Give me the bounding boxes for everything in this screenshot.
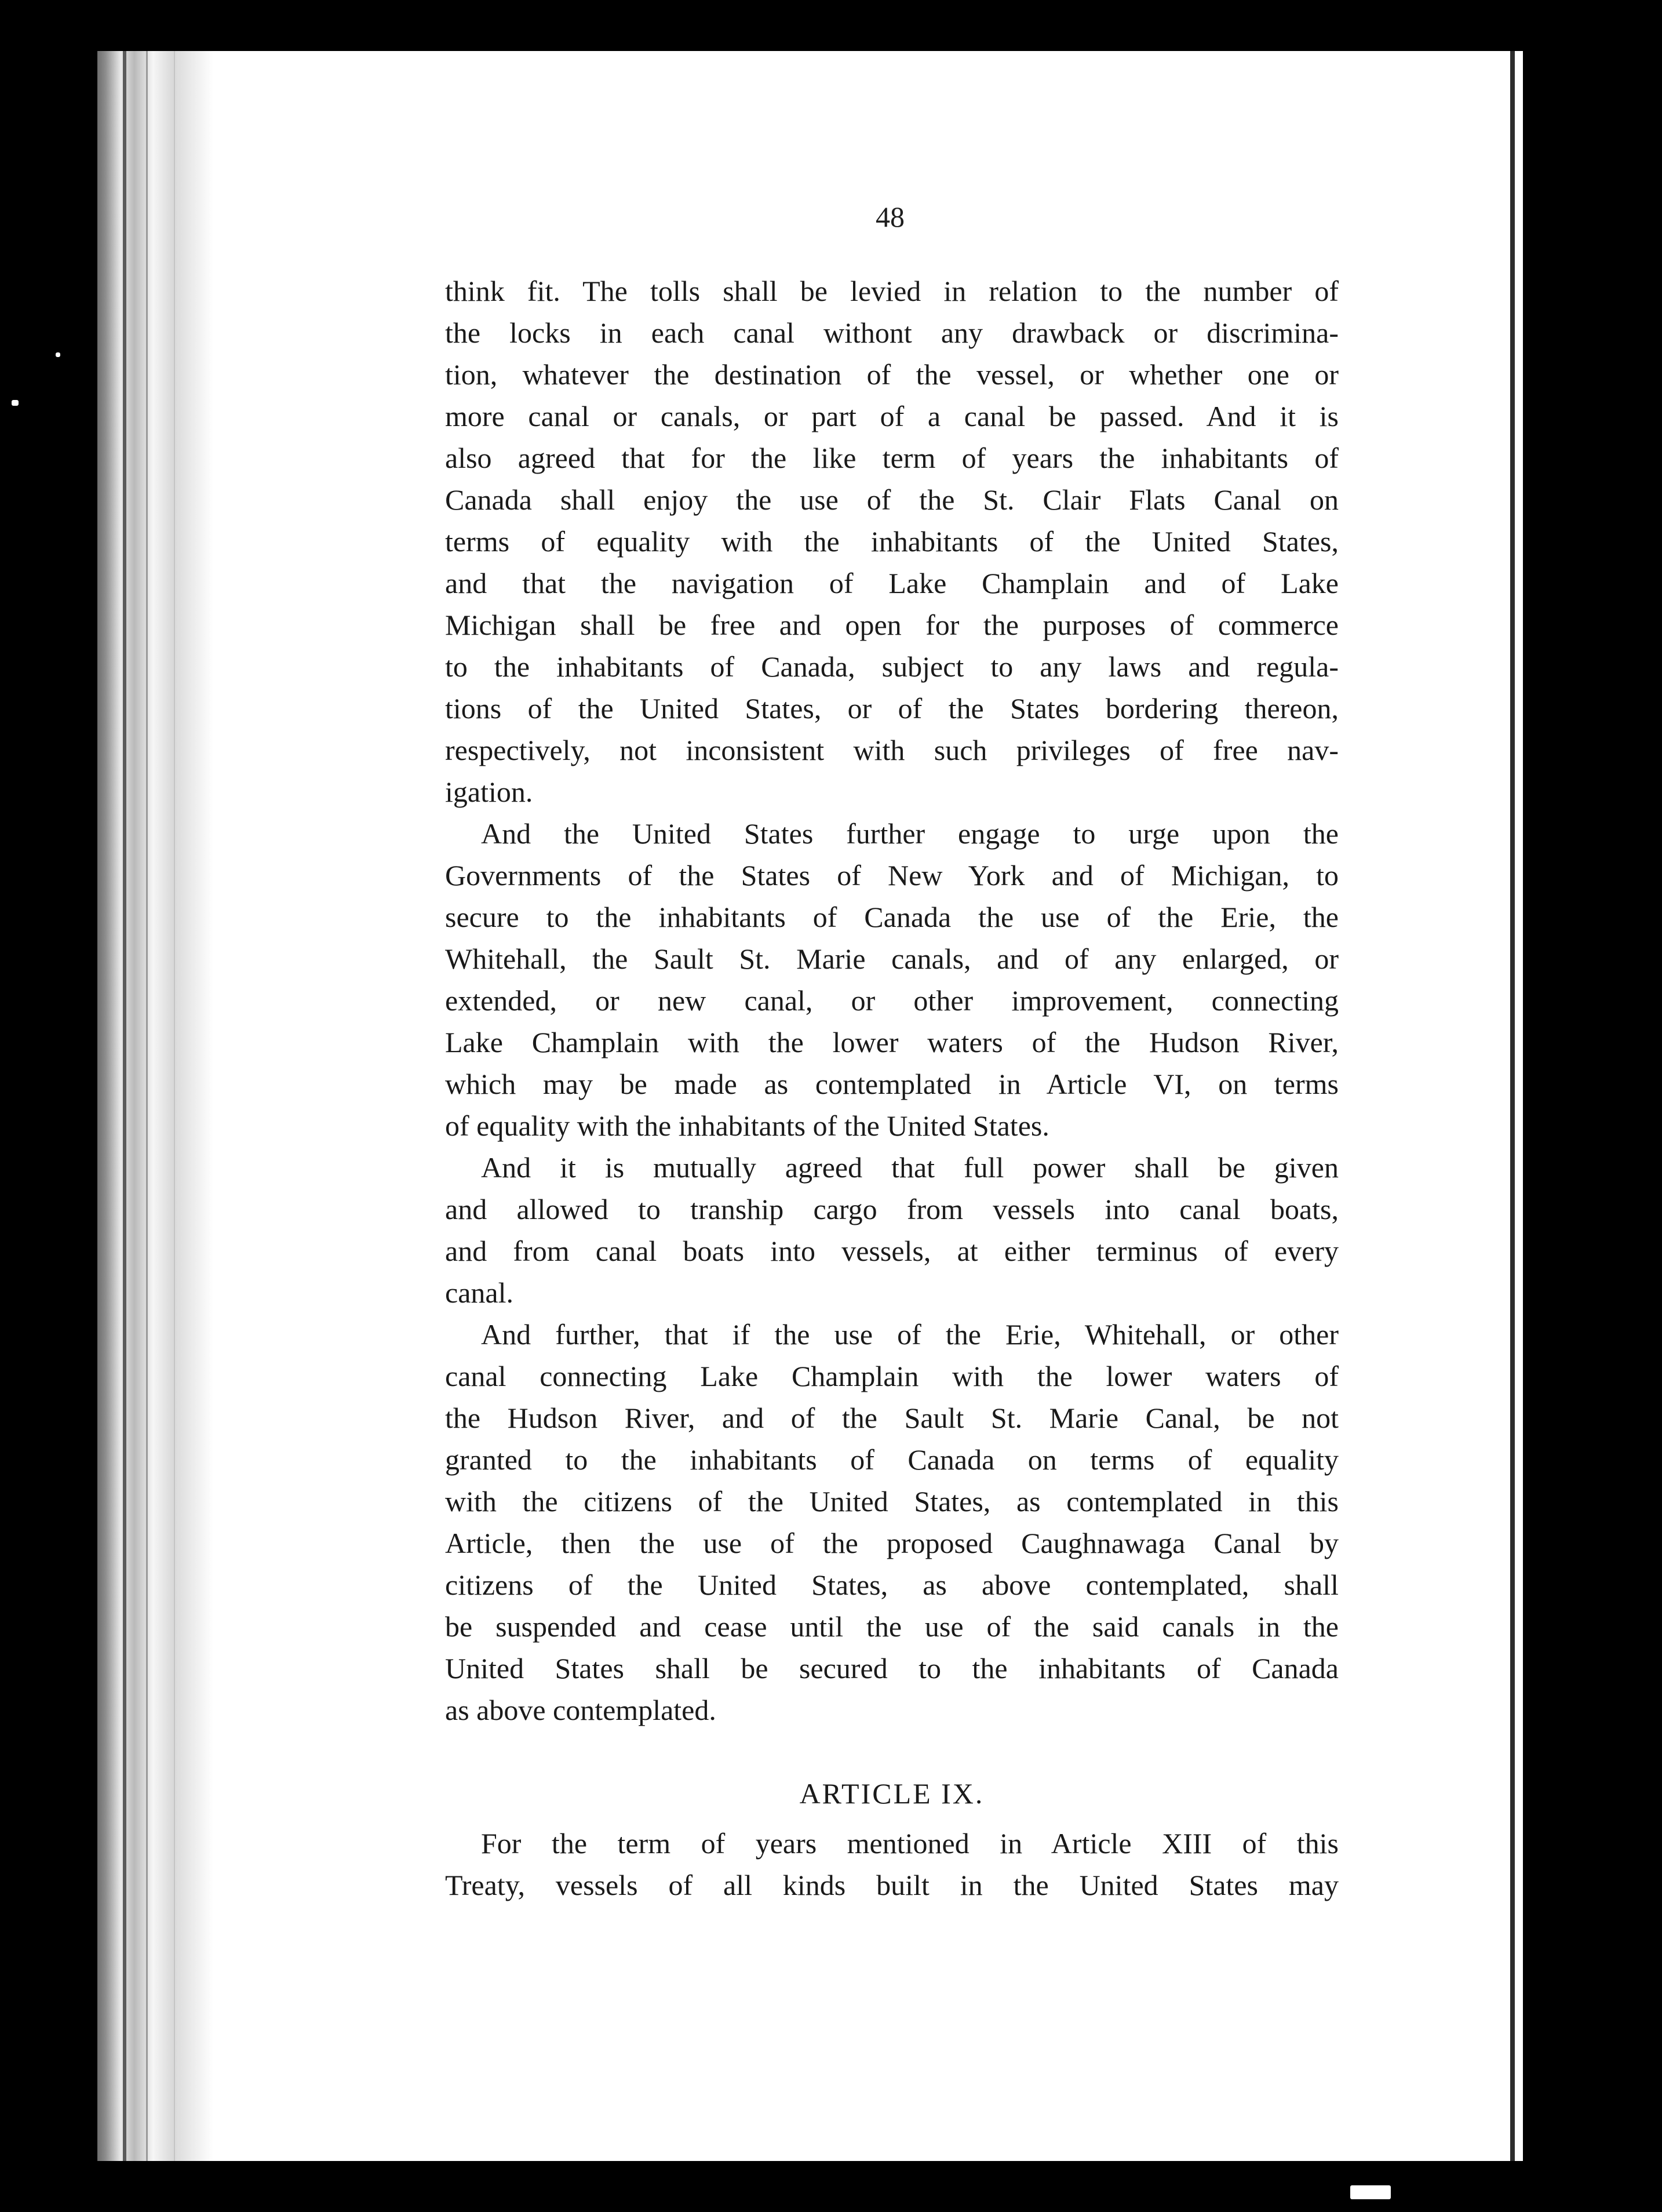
body-text-line: tions of the United States, or of the States bordering thereon, (445, 692, 1339, 725)
scan-speck (12, 400, 19, 406)
binding-edge-line (174, 51, 175, 2161)
body-text-line: the locks in each canal withont any drawback or discrimina- (445, 316, 1339, 349)
body-text-line: more canal or canals, or part of a canal be passed. And it is (445, 400, 1339, 432)
body-text-line: of equality with the inhabitants of the United States. (445, 1109, 1049, 1142)
body-text-line: citizens of the United States, as above contemplated, shall (445, 1569, 1339, 1601)
body-text-line: And it is mutually agreed that full power shall be given (481, 1151, 1339, 1184)
body-text-line: Article, then the use of the proposed Caughnawaga Canal by (445, 1527, 1339, 1559)
body-text-line: Whitehall, the Sault St. Marie canals, and of any enlarged, or (445, 943, 1339, 975)
book-binding-gutter (97, 51, 213, 2161)
body-text-line: granted to the inhabitants of Canada on terms of equality (445, 1443, 1339, 1476)
body-text-line: And the United States further engage to urge upon the (481, 817, 1339, 850)
body-text-line: Canada shall enjoy the use of the St. Clair Flats Canal on (445, 483, 1339, 516)
facing-page-strip (1515, 51, 1523, 2161)
page-number: 48 (876, 201, 905, 233)
body-text-line: For the term of years mentioned in Article XIII of this (481, 1827, 1339, 1860)
right-page-edge (1510, 51, 1515, 2161)
body-text-line: Lake Champlain with the lower waters of the Hudson River, (445, 1026, 1339, 1058)
body-text-line: also agreed that for the like term of years the inhabitants of (445, 442, 1339, 474)
body-text-line: igation. (445, 776, 533, 808)
body-text-line: and that the navigation of Lake Champlain and of Lake (445, 567, 1339, 599)
body-text-line: to the inhabitants of Canada, subject to any laws and regula- (445, 650, 1339, 683)
scan-speck (1350, 2185, 1391, 2199)
body-text-line: which may be made as contemplated in Article VI, on terms (445, 1068, 1339, 1100)
body-text-line: secure to the inhabitants of Canada the use of the Erie, the (445, 901, 1339, 933)
binding-edge-line (146, 51, 148, 2161)
body-text-line: as above contemplated. (445, 1694, 716, 1726)
body-text-line: United States shall be secured to the inhabitants of Canada (445, 1652, 1339, 1685)
body-text-line: and from canal boats into vessels, at either terminus of every (445, 1235, 1339, 1267)
scan-speck (56, 352, 60, 357)
body-text-line: Governments of the States of New York and of Michigan, to (445, 859, 1339, 892)
body-text-line: tion, whatever the destination of the vessel, or whether one or (445, 358, 1339, 391)
body-text-line: with the citizens of the United States, as contemplated in this (445, 1485, 1339, 1518)
body-text-line: terms of equality with the inhabitants of the United States, (445, 525, 1339, 558)
body-text-line: be suspended and cease until the use of the said canals in the (445, 1610, 1339, 1643)
body-text-line: and allowed to tranship cargo from vessels into canal boats, (445, 1193, 1339, 1225)
binding-edge-line (123, 51, 126, 2161)
body-text-line: Michigan shall be free and open for the purposes of commerce (445, 609, 1339, 641)
body-text-line: think fit. The tolls shall be levied in relation to the number of (445, 275, 1339, 307)
body-text-line: canal connecting Lake Champlain with the lower waters of (445, 1360, 1339, 1392)
body-text-line: the Hudson River, and of the Sault St. Marie Canal, be not (445, 1402, 1339, 1434)
article-heading: ARTICLE IX. (799, 1777, 985, 1810)
body-text-line: And further, that if the use of the Erie, Whitehall, or other (481, 1318, 1339, 1351)
body-text-line: extended, or new canal, or other improvement, connecting (445, 984, 1339, 1017)
body-text-line: canal. (445, 1276, 513, 1309)
body-text-line: Treaty, vessels of all kinds built in the United States may (445, 1869, 1339, 1901)
body-text-line: respectively, not inconsistent with such privileges of free nav- (445, 734, 1339, 766)
